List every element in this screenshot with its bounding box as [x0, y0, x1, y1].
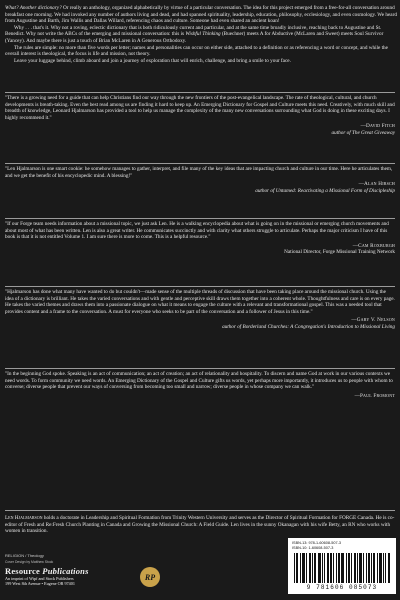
divider [5, 92, 395, 93]
endorsement-text: "Len Hjalmarson is one smart cookie: he somehow manages to gather, interpret, and file many of the key ideas that are impacting church and culture in our time. Here he articulates them, and we get the benefit of his encyclopedic mind. A blessing!" [5, 166, 393, 179]
endorser-credit-text: author of The Great Giveaway [331, 129, 395, 136]
barcode-panel [288, 538, 396, 594]
intro-text-4: Leave your luggage behind, climb aboard and join a journey of exploration that will enrich, challenge, and bring a smile to your face. [14, 57, 291, 64]
intro-text-2a: Why . . . that's it. Why not a roving, eclectic dictionary that is both ridiculously current and particular, and at the same time broadly inclusive, reaching back to Augustine and St. Benedict. Why not write the ABCs of the emerging and missional conversation: this is [5, 24, 382, 38]
endorsement-attribution [5, 393, 395, 400]
isbn-10: ISBN-10: 1-60608-507-3 [292, 546, 334, 550]
publisher-name [5, 567, 125, 576]
endorser-name: —David Fitch [360, 123, 395, 130]
endorser-name: —Cam Roxburgh [352, 242, 395, 249]
barcode-digits: 9 781606 085073 [306, 584, 378, 591]
publisher-logo-icon [140, 567, 160, 587]
intro-emphasis-2: Wishful Thinking [185, 31, 221, 38]
endorser-credit [5, 130, 395, 137]
endorsement-attribution [5, 123, 395, 136]
divider [5, 286, 395, 287]
author-name: Len Hjalmarson [5, 515, 43, 521]
endorser-credit [5, 188, 395, 195]
publisher-imprint-line: An imprint of Wipf and Stock Publishers [5, 576, 74, 581]
intro-paragraph-1 [5, 5, 397, 25]
endorser-name: —Gary V. Nelson [351, 317, 395, 324]
endorser-credit-text: author of Borderland Churches: A Congregation's Introduction to Missional Living [222, 323, 395, 330]
intro-paragraph-2 [5, 25, 397, 45]
endorsement-text: "Hjalmarson has done what many have wanted to do but couldn't—made sense of the multiple threads of discussion that have been taking place around the missional church. Using the idea of a dictionary is brilliant. He takes the varied conversations and with gentle and perceptive skill draws them together into a coherent whole. Thoughtfulness and care is on every page. He takes the varied themes and draws them into a passionate dialogue on what it means to engage the culture with a relevant and transformational gospel. This was a needed tool that provides content and a frame to the conversation. A must for everyone who seeks to be part of the conversation and a follower of Jesus in this time." [5, 289, 395, 315]
endorsement-attribution [5, 243, 395, 256]
intro-text-3: The rules are simple: no more than five words per letter; names and personalities can occur on either side, attached to a definition or as referencing a word or concept, and while the overall interest is theological, the focus is life and mission, not theory. [5, 44, 388, 58]
divider [5, 510, 395, 511]
endorser-name: —Alan Hirsch [358, 181, 395, 188]
divider [5, 368, 395, 369]
publisher-block [5, 567, 125, 586]
intro-text-2b: (Buechner) meets A for Abductive (McLaren and Sweet) meets Soul Survivor (Yancey). And maybe there is just a touch of Brian McLaren in A Generous Orthodoxy. [5, 31, 384, 44]
endorsement-attribution [5, 181, 395, 194]
author-bio-body: holds a doctorate in Leadership and Spiritual Formation from Trinity Western University and serves as the Director of Spiritual Formation for FORGE Canada. He is co-editor of Fresh and Re:Fresh Church Planting in Canada and Growing the Missional Church: A Field Guide. Len lives in the sunny Okanagan with his wife Betty, an RN who works with women in transition. [5, 515, 395, 535]
author-bio-text [5, 515, 397, 535]
endorsement-attribution [5, 317, 395, 330]
endorser-credit [5, 324, 395, 331]
author-bio [5, 515, 397, 535]
publisher-address-line: 199 West 8th Avenue • Eugene OR 97401 [5, 581, 75, 586]
divider [5, 218, 395, 219]
intro-text [5, 5, 397, 64]
intro-emphasis-1: What? Another dictionary? [5, 5, 62, 11]
publisher-name-italic: Publications [42, 566, 89, 576]
barcode-icon [294, 553, 390, 583]
endorser-credit: National Director, Forge Missional Training Network [284, 249, 395, 256]
publisher-name-word: Resource [5, 566, 40, 576]
endorser-credit-text: author of Untamed: Reactivating a Missional Form of Discipleship [255, 187, 395, 194]
endorsement-2 [5, 166, 395, 194]
intro-paragraph-3 [5, 45, 397, 58]
endorsement-4 [5, 289, 395, 331]
divider [5, 163, 395, 164]
isbn-13: ISBN-13: 978-1-60608-507-3 [292, 541, 341, 545]
cover-design-credit: Cover Design by Matthew Stock [5, 560, 54, 564]
endorsement-1 [5, 95, 395, 137]
endorser-name: —Paul Fromont [354, 392, 395, 399]
endorsement-5 [5, 371, 395, 399]
book-category: RELIGION / Theology [5, 553, 44, 558]
endorsement-text: "There is a growing need for a guide that can help Christians find our way through the new frontiers of the post-evangelical landscape. The rate of theological, cultural, and church developments is breath-taking. Even the best read among us are finding it hard to keep up. An Emerging Dictionary for Gospel and Culture meets this need. Creatively, with much skill and breadth of knowledge, Leonard Hjalmarson has provided a tool to help us manage the complexity of the many new conversations surrounding what God is doing in these exciting days. I highly recommend it." [5, 95, 395, 121]
intro-text-1: Or really an anthology, organized alphabetically by virtue of a particular conversation. The idea for this project emerged from a free-for-all conversation around breakfast one morning. We had invoked any number of authors living and dead, and had spanned spirituality, leadership, education, philosophy, ecclesiology, and even cosmology. We heard from Augustine and Barth, Jim Wallis and Dallas Willard, referencing chaos and culture. Someone had even shared an ancient koan! [5, 5, 397, 25]
endorsement-3 [5, 221, 395, 256]
endorsement-text: "In the beginning God spoke. Speaking is an act of communication; an act of creation; an act of relationality and hospitality. To discern and name God at work in our various contexts we need words. To form community we need words. An Emerging Dictionary of the Gospel and Culture gifts us words, yet perhaps more importantly, it introduces us to people with whom to converse; diverse people that prevent our ways of conversing from becoming too small and narrow; diverse people in whose company we can walk." [5, 371, 393, 391]
intro-paragraph-4 [5, 58, 397, 65]
endorsement-text: "If our Forge team needs information about a missional topic, we just ask Len. He is a walking encyclopedia about what is going on in the missional or emerging church movements and about most of what has been written. Len is also a great writer. He communicates succinctly and with clarity what others struggle to articulate. Perhaps the major criticism I have of this book is that it is not entitled Volume 1. I am sure there is more to come. This is a helpful resource." [5, 221, 389, 241]
publisher-logo-text: RP [144, 572, 156, 582]
